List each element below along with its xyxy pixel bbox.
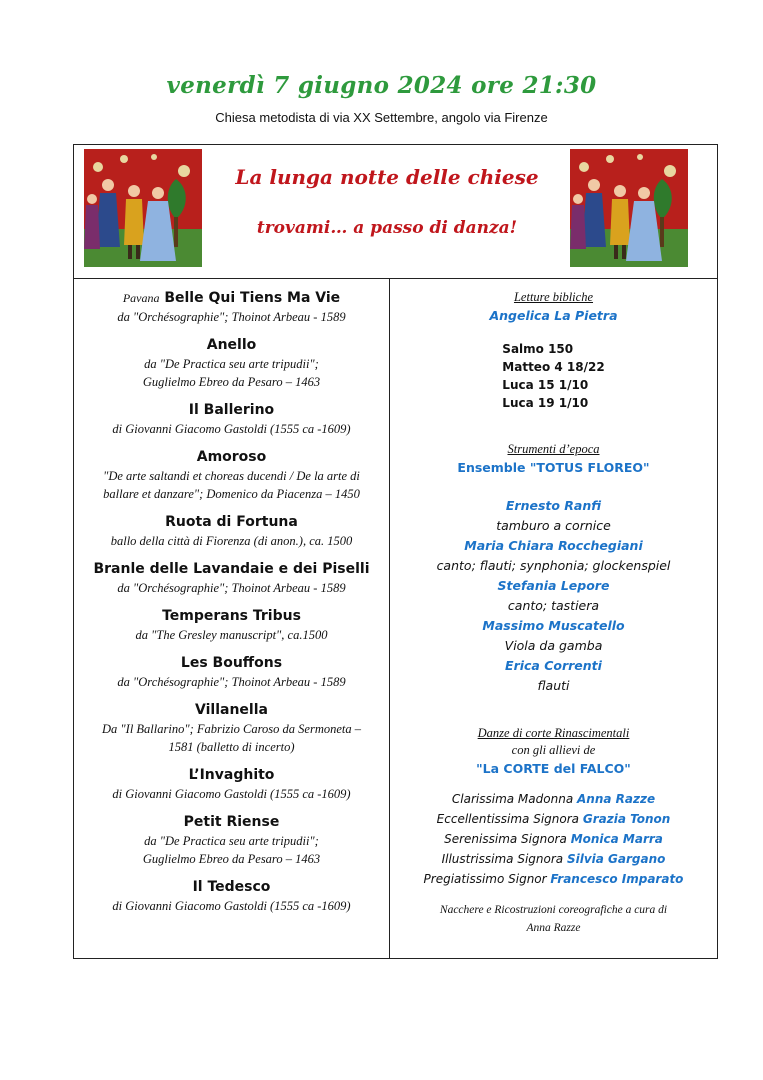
dance-source: ballare et danzare"; Domenico da Piacenza – 1450 <box>103 487 360 501</box>
dancer-entry <box>390 869 717 889</box>
dance-source: da "Orchésographie"; Thoinot Arbeau - 1589 <box>117 581 346 595</box>
dance-source: da "Orchésographie"; Thoinot Arbeau - 1589 <box>117 310 346 324</box>
musician-name: Erica Correnti <box>505 658 602 673</box>
musician-name: Ernesto Ranfi <box>505 498 602 513</box>
dance-name: Amoroso <box>196 449 267 465</box>
dance-name: Belle Qui Tiens Ma Vie <box>164 290 341 306</box>
dance-name: Villanella <box>195 702 268 718</box>
musician-role: tamburo a cornice <box>496 518 611 533</box>
bible-passage: Salmo 150 <box>502 342 574 356</box>
bible-passage: Luca 19 1/10 <box>502 396 589 410</box>
dance-source: da "Orchésographie"; Thoinot Arbeau - 1589 <box>117 675 346 689</box>
bible-passage: Matteo 4 18/22 <box>502 360 605 374</box>
program-item <box>74 812 389 868</box>
bible-passage: Luca 15 1/10 <box>502 378 589 392</box>
dancer-title: Clarissima Madonna <box>451 792 574 806</box>
program-item <box>74 288 389 326</box>
musician-role: Viola da gamba <box>504 638 603 653</box>
dance-name: Branle delle Lavandaie e dei Piselli <box>93 561 370 577</box>
dances-with-label: con gli allievi de <box>511 743 596 757</box>
dance-name: Il Ballerino <box>188 402 275 418</box>
musician-name: Stefania Lepore <box>497 578 610 593</box>
dancer-name: Silvia Gargano <box>566 852 666 866</box>
ensemble-name: Ensemble "TOTUS FLOREO" <box>457 460 650 475</box>
medieval-dance-painting-left <box>84 149 202 267</box>
program-item <box>74 606 389 644</box>
medieval-dance-painting-right <box>570 149 688 267</box>
program-item <box>74 700 389 756</box>
dancer-entry <box>390 809 717 829</box>
dance-source: Guglielmo Ebreo da Pesaro – 1463 <box>142 375 321 389</box>
dance-source: ballo della città di Fiorenza (di anon.), ca. 1500 <box>110 534 353 548</box>
event-date: venerdì 7 giugno 2024 ore 21:30 <box>166 72 597 99</box>
musician-name: Massimo Muscatello <box>482 618 625 633</box>
program-item <box>74 877 389 915</box>
dance-source: da "De Practica seu arte tripudii"; <box>144 834 319 848</box>
dance-source: di Giovanni Giacomo Gastoldi (1555 ca -1609) <box>112 787 351 801</box>
program-item <box>74 765 389 803</box>
dance-source: "De arte saltandi et choreas ducendi / De la arte di <box>103 469 360 483</box>
dancer-entry <box>390 849 717 869</box>
dance-source: di Giovanni Giacomo Gastoldi (1555 ca -1609) <box>112 899 351 913</box>
dancer-entry <box>390 789 717 809</box>
dance-name: Temperans Tribus <box>162 608 301 624</box>
dance-group-name: "La CORTE del FALCO" <box>476 761 631 776</box>
dancer-title: Eccellentissima Signora <box>436 812 580 826</box>
program-item <box>74 335 389 391</box>
choreography-credit: Anna Razze <box>526 922 581 934</box>
choreography-credit: Nacchere e Ricostruzioni coreografiche a cura di <box>439 904 668 916</box>
dancer-title: Serenissima Signora <box>444 832 567 846</box>
dance-source: 1581 (balletto di incerto) <box>168 740 295 754</box>
program-item <box>74 447 389 503</box>
dancer-entry <box>390 829 717 849</box>
program-item <box>74 559 389 597</box>
dancer-title: Illustrissima Signora <box>441 852 564 866</box>
program-box <box>73 144 718 959</box>
dancer-name: Anna Razze <box>577 792 656 806</box>
dance-name: Les Bouffons <box>180 655 283 671</box>
dance-name: Il Tedesco <box>192 879 271 895</box>
dance-name: Petit Riense <box>183 814 280 830</box>
dancer-name: Monica Marra <box>570 832 663 846</box>
event-subtitle: trovami… a passo di danza! <box>256 218 518 238</box>
musician-role: flauti <box>537 678 570 693</box>
program-item <box>74 512 389 550</box>
readings-heading: Letture bibliche <box>513 290 594 304</box>
musician-role: canto; tastiera <box>507 598 600 613</box>
dance-name: L’Invaghito <box>188 767 275 783</box>
bible-passages <box>502 340 604 412</box>
dance-name: Anello <box>206 337 257 353</box>
musician-role: canto; flauti; synphonia; glockenspiel <box>436 558 671 573</box>
event-title: La lunga notte delle chiese <box>235 165 539 189</box>
dance-source: di Giovanni Giacomo Gastoldi (1555 ca -1609) <box>112 422 351 436</box>
dancer-name: Francesco Imparato <box>550 872 684 886</box>
program-header <box>74 145 717 279</box>
dance-name: Ruota di Fortuna <box>165 514 298 530</box>
dance-type: Pavana <box>122 291 160 305</box>
dancer-title: Pregiatissimo Signor <box>423 872 547 886</box>
dancer-name: Grazia Tonon <box>582 812 671 826</box>
dance-source: da "The Gresley manuscript", ca.1500 <box>135 628 328 642</box>
program-item <box>74 400 389 438</box>
performers-column <box>390 288 717 937</box>
dances-heading: Danze di corte Rinascimentali <box>477 726 630 740</box>
musician-name: Maria Chiara Rocchegiani <box>464 538 643 553</box>
dance-program-list <box>74 288 389 924</box>
dance-source: Da "Il Ballarino"; Fabrizio Caroso da Sermoneta – <box>102 722 361 736</box>
event-venue: Chiesa metodista di via XX Settembre, angolo via Firenze <box>215 110 548 125</box>
instruments-heading: Strumenti d’epoca <box>507 442 600 456</box>
dance-source: da "De Practica seu arte tripudii"; <box>144 357 319 371</box>
program-item <box>74 653 389 691</box>
reader-name: Angelica La Pietra <box>489 308 618 323</box>
dance-source: Guglielmo Ebreo da Pesaro – 1463 <box>142 852 321 866</box>
